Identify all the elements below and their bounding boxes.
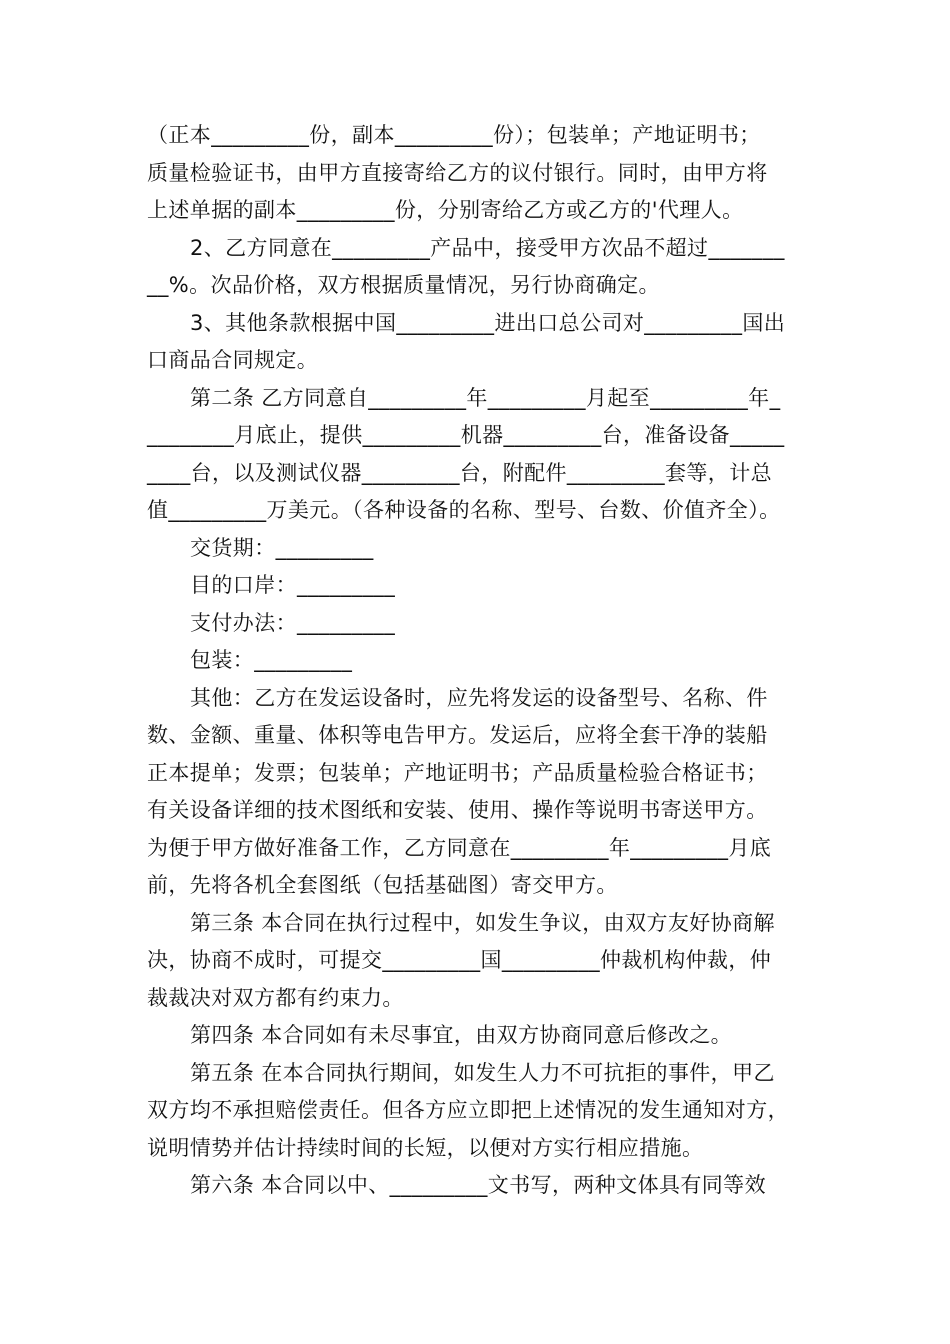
text-line-6: 3、其他条款根据中国_________进出口总公司对_________国出 [190, 310, 786, 335]
text-line-28: 说明情势并估计持续时间的长短，以便对方实行相应措施。 [147, 1135, 704, 1160]
text-line-24: 裁裁决对双方都有约束力。 [147, 985, 404, 1010]
text-line-20: 为便于甲方做好准备工作，乙方同意在_________年_________月底 [147, 835, 772, 860]
text-line-14: 支付办法：_________ [190, 610, 396, 635]
text-line-27: 双方均不承担赔偿责任。但各方应立即把上述情况的发生通知对方， [147, 1098, 789, 1122]
text-line-1: （正本_________份，副本_________份）；包装单；产地证明书； [147, 123, 761, 147]
text-line-29: 第六条 本合同以中、_________文书写，两种文体具有同等效 [190, 1173, 766, 1197]
text-line-25: 第四条 本合同如有未尽事宜，由双方协商同意后修改之。 [190, 1023, 733, 1047]
text-line-26: 第五条 在本合同执行期间，如发生人力不可抗拒的事件，甲乙 [190, 1060, 775, 1085]
text-line-9: ________月底止，提供_________机器_________台，准备设备_____ [147, 423, 785, 447]
text-line-13: 目的口岸：_________ [190, 573, 396, 597]
text-line-19: 有关设备详细的技术图纸和安装、使用、操作等说明书寄送甲方。 [147, 798, 768, 822]
text-line-21: 前，先将各机全套图纸（包括基础图）寄交甲方。 [147, 873, 618, 897]
text-line-18: 正本提单；发票；包装单；产地证明书；产品质量检验合格证书； [147, 760, 768, 785]
text-line-15: 包装：_________ [190, 648, 353, 672]
text-line-11: 值_________万美元。（各种设备的名称、型号、台数、价值齐全）。 [147, 498, 781, 522]
text-line-16: 其他：乙方在发运设备时，应先将发运的设备型号、名称、件 [190, 685, 768, 710]
text-line-3: 上述单据的副本_________份，分别寄给乙方或乙方的'代理人。 [147, 198, 744, 222]
text-line-2: 质量检验证书，由甲方直接寄给乙方的议付银行。同时，由甲方将 [147, 160, 768, 185]
text-line-12: 交货期：_________ [190, 535, 374, 560]
text-line-23: 决，协商不成时，可提交_________国_________仲裁机构仲裁，仲 [147, 948, 772, 972]
text-line-7: 口商品合同规定。 [147, 348, 319, 372]
text-line-4: 2、乙方同意在_________产品中，接受甲方次品不超过_______ [190, 235, 785, 260]
text-line-10: ____台，以及测试仪器_________台，附配件_________套等，计总 [147, 460, 772, 485]
document-body [147, 117, 812, 1205]
text-line-17: 数、金额、重量、体积等电告甲方。发运后，应将全套干净的装船 [147, 723, 768, 747]
text-line-22: 第三条 本合同在执行过程中，如发生争议，由双方友好协商解 [190, 910, 775, 935]
text-line-5: __%。次品价格，双方根据质量情况，另行协商确定。 [147, 273, 660, 297]
text-line-8: 第二条 乙方同意自_________年_________月起至_________年_ [190, 385, 781, 410]
